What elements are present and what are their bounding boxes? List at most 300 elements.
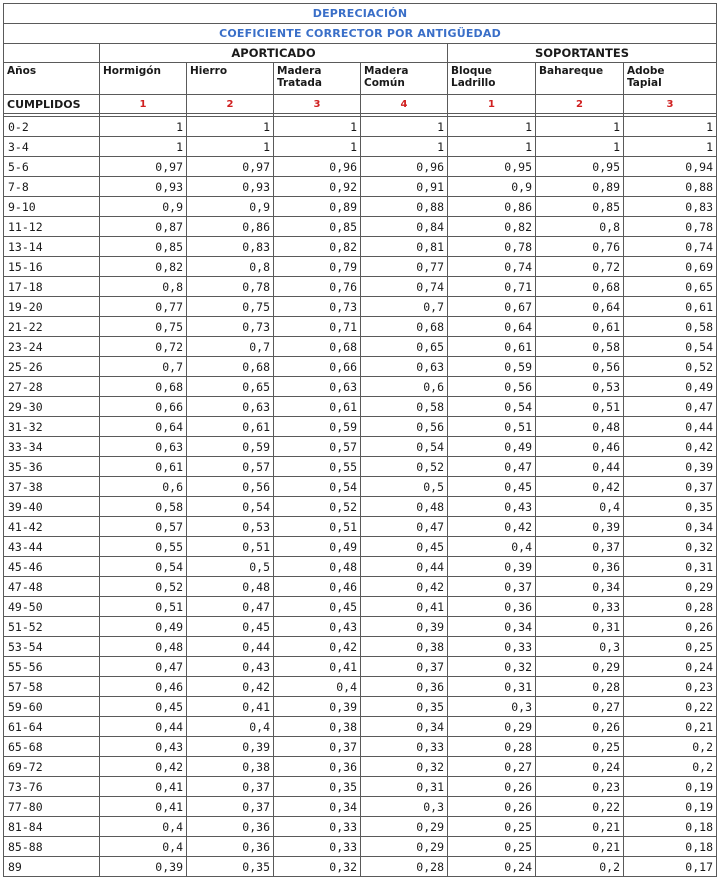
value-cell: 0,63 [274, 377, 361, 397]
value-cell: 0,57 [187, 457, 274, 477]
value-cell: 0,36 [187, 837, 274, 857]
value-cell: 0,45 [361, 537, 448, 557]
value-cell: 0,61 [448, 337, 536, 357]
depreciation-table [3, 3, 717, 877]
value-cell: 0,83 [187, 237, 274, 257]
value-cell: 0,48 [187, 577, 274, 597]
value-cell: 0,19 [624, 797, 717, 817]
value-cell: 0,39 [448, 557, 536, 577]
value-cell: 0,26 [536, 717, 624, 737]
value-cell: 0,64 [100, 417, 187, 437]
value-cell: 0,81 [361, 237, 448, 257]
value-cell: 0,18 [624, 817, 717, 837]
years-cell: 11-12 [4, 217, 100, 237]
column-code: 1 [448, 95, 536, 114]
column-header: Hierro [187, 63, 274, 95]
value-cell: 0,24 [536, 757, 624, 777]
value-cell: 0,6 [100, 477, 187, 497]
value-cell: 0,35 [624, 497, 717, 517]
value-cell: 0,3 [448, 697, 536, 717]
cumplidos-header: CUMPLIDOS [4, 95, 100, 114]
column-code: 1 [100, 95, 187, 114]
value-cell: 0,33 [274, 817, 361, 837]
value-cell: 0,54 [100, 557, 187, 577]
value-cell: 0,72 [100, 337, 187, 357]
value-cell: 0,39 [187, 737, 274, 757]
value-cell: 0,52 [624, 357, 717, 377]
table-row [4, 357, 717, 377]
value-cell: 0,43 [187, 657, 274, 677]
value-cell: 0,66 [100, 397, 187, 417]
value-cell: 0,46 [274, 577, 361, 597]
value-cell: 0,26 [448, 797, 536, 817]
years-cell: 29-30 [4, 397, 100, 417]
value-cell: 0,7 [100, 357, 187, 377]
empty-group-cell [4, 44, 100, 63]
value-cell: 0,26 [624, 617, 717, 637]
value-cell: 0,28 [361, 857, 448, 877]
value-cell: 0,89 [274, 197, 361, 217]
value-cell: 0,39 [624, 457, 717, 477]
column-header: Bahareque [536, 63, 624, 95]
table-row [4, 637, 717, 657]
value-cell: 0,27 [536, 697, 624, 717]
table-row [4, 497, 717, 517]
value-cell: 0,21 [536, 817, 624, 837]
value-cell: 0,39 [536, 517, 624, 537]
table-row [4, 737, 717, 757]
value-cell: 0,43 [448, 497, 536, 517]
value-cell: 0,22 [536, 797, 624, 817]
value-cell: 0,76 [274, 277, 361, 297]
value-cell: 0,49 [100, 617, 187, 637]
table-row [4, 677, 717, 697]
value-cell: 0,36 [448, 597, 536, 617]
value-cell: 0,91 [361, 177, 448, 197]
value-cell: 0,2 [624, 737, 717, 757]
value-cell: 0,38 [274, 717, 361, 737]
value-cell: 0,47 [361, 517, 448, 537]
value-cell: 0,41 [274, 657, 361, 677]
value-cell: 0,49 [448, 437, 536, 457]
years-cell: 35-36 [4, 457, 100, 477]
years-cell: 21-22 [4, 317, 100, 337]
value-cell: 0,43 [274, 617, 361, 637]
value-cell: 0,82 [274, 237, 361, 257]
years-cell: 51-52 [4, 617, 100, 637]
value-cell: 0,59 [448, 357, 536, 377]
value-cell: 0,51 [274, 517, 361, 537]
years-cell: 37-38 [4, 477, 100, 497]
table-row [4, 557, 717, 577]
table-row [4, 697, 717, 717]
value-cell: 0,32 [361, 757, 448, 777]
value-cell: 0,85 [274, 217, 361, 237]
value-cell: 0,37 [448, 577, 536, 597]
table-row [4, 517, 717, 537]
value-cell: 0,93 [187, 177, 274, 197]
value-cell: 0,61 [274, 397, 361, 417]
value-cell: 0,34 [361, 717, 448, 737]
value-cell: 0,48 [361, 497, 448, 517]
value-cell: 0,46 [100, 677, 187, 697]
value-cell: 0,38 [361, 637, 448, 657]
value-cell: 0,56 [536, 357, 624, 377]
value-cell: 0,82 [100, 257, 187, 277]
value-cell: 0,54 [448, 397, 536, 417]
value-cell: 0,74 [448, 257, 536, 277]
value-cell: 1 [448, 117, 536, 137]
value-cell: 1 [100, 117, 187, 137]
value-cell: 0,4 [187, 717, 274, 737]
column-code: 3 [274, 95, 361, 114]
value-cell: 0,25 [448, 817, 536, 837]
value-cell: 0,4 [100, 817, 187, 837]
value-cell: 0,45 [187, 617, 274, 637]
value-cell: 0,34 [448, 617, 536, 637]
value-cell: 0,37 [361, 657, 448, 677]
column-header: Adobe Tapial [624, 63, 717, 95]
value-cell: 0,44 [361, 557, 448, 577]
value-cell: 0,38 [187, 757, 274, 777]
value-cell: 0,54 [361, 437, 448, 457]
value-cell: 0,36 [187, 817, 274, 837]
value-cell: 0,2 [536, 857, 624, 877]
value-cell: 0,87 [100, 217, 187, 237]
value-cell: 0,74 [361, 277, 448, 297]
value-cell: 0,54 [187, 497, 274, 517]
value-cell: 0,75 [100, 317, 187, 337]
years-cell: 9-10 [4, 197, 100, 217]
value-cell: 0,29 [448, 717, 536, 737]
value-cell: 0,86 [187, 217, 274, 237]
value-cell: 0,35 [361, 697, 448, 717]
value-cell: 0,37 [187, 777, 274, 797]
years-cell: 27-28 [4, 377, 100, 397]
value-cell: 0,47 [624, 397, 717, 417]
value-cell: 0,85 [536, 197, 624, 217]
value-cell: 0,51 [187, 537, 274, 557]
value-cell: 0,68 [100, 377, 187, 397]
value-cell: 0,63 [187, 397, 274, 417]
value-cell: 0,21 [536, 837, 624, 857]
value-cell: 0,7 [361, 297, 448, 317]
years-cell: 69-72 [4, 757, 100, 777]
value-cell: 0,95 [448, 157, 536, 177]
value-cell: 0,48 [274, 557, 361, 577]
years-cell: 45-46 [4, 557, 100, 577]
years-cell: 3-4 [4, 137, 100, 157]
value-cell: 0,31 [448, 677, 536, 697]
value-cell: 0,8 [100, 277, 187, 297]
value-cell: 0,79 [274, 257, 361, 277]
value-cell: 0,65 [361, 337, 448, 357]
value-cell: 0,33 [448, 637, 536, 657]
value-cell: 0,48 [100, 637, 187, 657]
years-cell: 73-76 [4, 777, 100, 797]
value-cell: 0,45 [448, 477, 536, 497]
value-cell: 0,55 [274, 457, 361, 477]
value-cell: 0,69 [624, 257, 717, 277]
table-row [4, 197, 717, 217]
value-cell: 0,9 [100, 197, 187, 217]
years-cell: 85-88 [4, 837, 100, 857]
value-cell: 0,76 [536, 237, 624, 257]
value-cell: 1 [624, 117, 717, 137]
value-cell: 0,39 [274, 697, 361, 717]
value-cell: 0,65 [624, 277, 717, 297]
table-row [4, 177, 717, 197]
value-cell: 0,29 [361, 837, 448, 857]
table-row [4, 857, 717, 877]
value-cell: 0,61 [624, 297, 717, 317]
value-cell: 0,92 [274, 177, 361, 197]
years-header: Años [4, 63, 100, 95]
value-cell: 0,77 [100, 297, 187, 317]
value-cell: 0,71 [448, 277, 536, 297]
value-cell: 0,42 [361, 577, 448, 597]
value-cell: 0,54 [624, 337, 717, 357]
value-cell: 0,73 [274, 297, 361, 317]
table-subtitle: COEFICIENTE CORRECTOR POR ANTIGÜEDAD [4, 24, 717, 44]
value-cell: 1 [100, 137, 187, 157]
table-row [4, 757, 717, 777]
value-cell: 0,18 [624, 837, 717, 857]
value-cell: 0,52 [361, 457, 448, 477]
column-code: 2 [187, 95, 274, 114]
value-cell: 0,33 [361, 737, 448, 757]
value-cell: 0,66 [274, 357, 361, 377]
value-cell: 0,95 [536, 157, 624, 177]
value-cell: 0,9 [187, 197, 274, 217]
value-cell: 0,42 [187, 677, 274, 697]
table-row [4, 537, 717, 557]
years-cell: 31-32 [4, 417, 100, 437]
value-cell: 0,36 [536, 557, 624, 577]
value-cell: 0,8 [187, 257, 274, 277]
value-cell: 0,28 [536, 677, 624, 697]
value-cell: 0,68 [536, 277, 624, 297]
value-cell: 0,21 [624, 717, 717, 737]
value-cell: 0,34 [274, 797, 361, 817]
value-cell: 0,3 [536, 637, 624, 657]
value-cell: 0,58 [536, 337, 624, 357]
value-cell: 0,31 [361, 777, 448, 797]
table-row [4, 437, 717, 457]
years-cell: 19-20 [4, 297, 100, 317]
value-cell: 0,41 [187, 697, 274, 717]
value-cell: 0,73 [187, 317, 274, 337]
value-cell: 0,35 [274, 777, 361, 797]
column-code: 2 [536, 95, 624, 114]
table-row [4, 137, 717, 157]
table-row [4, 257, 717, 277]
value-cell: 0,88 [624, 177, 717, 197]
value-cell: 0,47 [448, 457, 536, 477]
value-cell: 0,42 [100, 757, 187, 777]
value-cell: 0,57 [274, 437, 361, 457]
years-cell: 43-44 [4, 537, 100, 557]
value-cell: 1 [624, 137, 717, 157]
column-code: 3 [624, 95, 717, 114]
column-header: Hormigón [100, 63, 187, 95]
value-cell: 0,49 [624, 377, 717, 397]
value-cell: 0,61 [536, 317, 624, 337]
value-cell: 0,96 [361, 157, 448, 177]
value-cell: 0,19 [624, 777, 717, 797]
value-cell: 0,17 [624, 857, 717, 877]
value-cell: 0,58 [361, 397, 448, 417]
value-cell: 0,37 [624, 477, 717, 497]
table-row [4, 797, 717, 817]
table-row [4, 337, 717, 357]
value-cell: 0,5 [361, 477, 448, 497]
value-cell: 0,82 [448, 217, 536, 237]
value-cell: 0,48 [536, 417, 624, 437]
value-cell: 0,59 [274, 417, 361, 437]
value-cell: 0,84 [361, 217, 448, 237]
table-row [4, 657, 717, 677]
table-row [4, 157, 717, 177]
value-cell: 0,28 [624, 597, 717, 617]
value-cell: 0,44 [187, 637, 274, 657]
table-row [4, 217, 717, 237]
value-cell: 1 [274, 117, 361, 137]
years-cell: 61-64 [4, 717, 100, 737]
value-cell: 0,7 [187, 337, 274, 357]
years-cell: 77-80 [4, 797, 100, 817]
table-row [4, 577, 717, 597]
years-cell: 13-14 [4, 237, 100, 257]
value-cell: 0,58 [100, 497, 187, 517]
value-cell: 0,68 [361, 317, 448, 337]
value-cell: 0,44 [536, 457, 624, 477]
value-cell: 0,39 [100, 857, 187, 877]
value-cell: 0,52 [274, 497, 361, 517]
value-cell: 0,31 [536, 617, 624, 637]
value-cell: 0,43 [100, 737, 187, 757]
years-cell: 65-68 [4, 737, 100, 757]
value-cell: 1 [448, 137, 536, 157]
value-cell: 0,86 [448, 197, 536, 217]
value-cell: 0,67 [448, 297, 536, 317]
value-cell: 0,39 [361, 617, 448, 637]
value-cell: 0,42 [448, 517, 536, 537]
value-cell: 0,57 [100, 517, 187, 537]
value-cell: 0,23 [536, 777, 624, 797]
value-cell: 1 [187, 137, 274, 157]
value-cell: 0,46 [536, 437, 624, 457]
value-cell: 0,9 [448, 177, 536, 197]
years-cell: 15-16 [4, 257, 100, 277]
years-cell: 0-2 [4, 117, 100, 137]
value-cell: 0,65 [187, 377, 274, 397]
value-cell: 0,37 [274, 737, 361, 757]
value-cell: 0,32 [624, 537, 717, 557]
years-cell: 53-54 [4, 637, 100, 657]
value-cell: 0,96 [274, 157, 361, 177]
value-cell: 0,71 [274, 317, 361, 337]
value-cell: 0,32 [448, 657, 536, 677]
table-row [4, 397, 717, 417]
value-cell: 0,83 [624, 197, 717, 217]
value-cell: 0,36 [274, 757, 361, 777]
value-cell: 0,33 [536, 597, 624, 617]
value-cell: 0,4 [536, 497, 624, 517]
value-cell: 0,29 [536, 657, 624, 677]
group-aporticado: APORTICADO [100, 44, 448, 63]
value-cell: 0,34 [536, 577, 624, 597]
value-cell: 0,54 [274, 477, 361, 497]
table-row [4, 777, 717, 797]
value-cell: 0,42 [536, 477, 624, 497]
value-cell: 0,28 [448, 737, 536, 757]
years-cell: 47-48 [4, 577, 100, 597]
value-cell: 0,42 [624, 437, 717, 457]
years-cell: 49-50 [4, 597, 100, 617]
value-cell: 0,53 [187, 517, 274, 537]
years-cell: 25-26 [4, 357, 100, 377]
value-cell: 0,25 [536, 737, 624, 757]
value-cell: 0,61 [100, 457, 187, 477]
value-cell: 1 [187, 117, 274, 137]
table-row [4, 597, 717, 617]
value-cell: 0,44 [100, 717, 187, 737]
value-cell: 0,3 [361, 797, 448, 817]
value-cell: 0,36 [361, 677, 448, 697]
value-cell: 0,78 [448, 237, 536, 257]
group-soportantes: SOPORTANTES [448, 44, 717, 63]
value-cell: 0,63 [100, 437, 187, 457]
value-cell: 0,8 [536, 217, 624, 237]
value-cell: 1 [536, 117, 624, 137]
value-cell: 0,4 [100, 837, 187, 857]
value-cell: 1 [274, 137, 361, 157]
value-cell: 0,72 [536, 257, 624, 277]
table-row [4, 817, 717, 837]
value-cell: 0,68 [274, 337, 361, 357]
value-cell: 0,37 [536, 537, 624, 557]
value-cell: 0,49 [274, 537, 361, 557]
table-row [4, 457, 717, 477]
column-header: Madera Tratada [274, 63, 361, 95]
value-cell: 1 [361, 137, 448, 157]
table-row [4, 417, 717, 437]
column-code: 4 [361, 95, 448, 114]
years-cell: 41-42 [4, 517, 100, 537]
depreciation-sheet [3, 3, 716, 877]
value-cell: 0,41 [361, 597, 448, 617]
value-cell: 0,2 [624, 757, 717, 777]
value-cell: 0,93 [100, 177, 187, 197]
value-cell: 0,51 [448, 417, 536, 437]
value-cell: 0,25 [624, 637, 717, 657]
value-cell: 0,55 [100, 537, 187, 557]
value-cell: 0,78 [187, 277, 274, 297]
value-cell: 0,41 [100, 777, 187, 797]
value-cell: 0,45 [100, 697, 187, 717]
value-cell: 0,53 [536, 377, 624, 397]
value-cell: 0,52 [100, 577, 187, 597]
value-cell: 0,24 [624, 657, 717, 677]
years-cell: 57-58 [4, 677, 100, 697]
table-row [4, 297, 717, 317]
value-cell: 0,35 [187, 857, 274, 877]
table-row [4, 377, 717, 397]
years-cell: 17-18 [4, 277, 100, 297]
value-cell: 0,24 [448, 857, 536, 877]
years-cell: 59-60 [4, 697, 100, 717]
